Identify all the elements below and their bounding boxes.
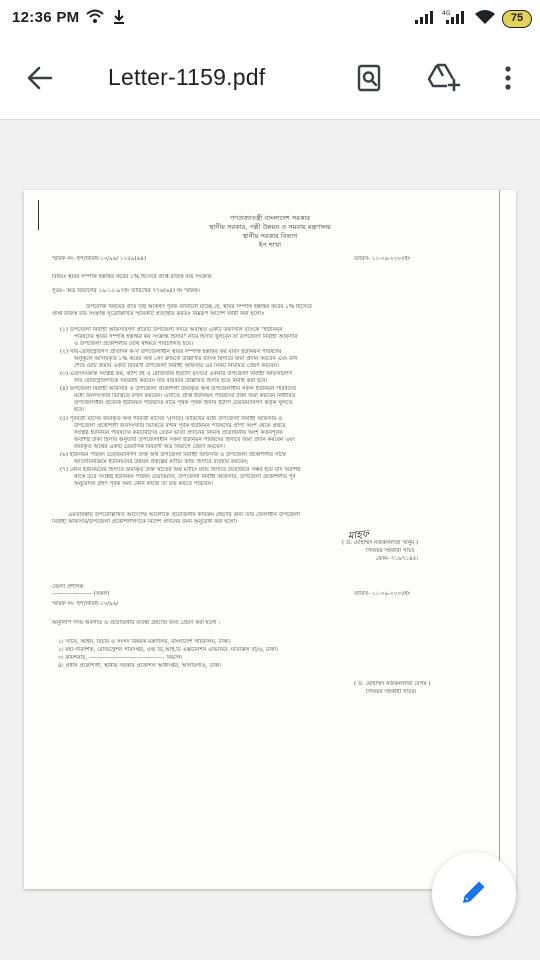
doc-header-line: ইপ শাখা	[258, 241, 282, 249]
signal-icon	[414, 9, 436, 29]
pdf-viewer[interactable]	[0, 121, 540, 960]
signatory-line: ( ড: মোহাম্মদ নজরুনলারা বেগম )	[354, 681, 431, 687]
pdf-page	[24, 190, 516, 889]
body-line: (৪) উপজেলা নির্বাহী অফিসার ও উপজেলা প্রকৌশলী জমাকৃত অর্থ উপজেলাধীন সকল ইউনিয়ন পরিষদের	[60, 386, 297, 392]
copy-list-item: ৩। কমিশনার, ---------------------------------------- বিভাগ।	[58, 655, 183, 661]
battery-icon: 75	[502, 10, 532, 28]
body-line: সাব রেজিস্ট্রারগণকে সরবরাহ করবেন যার ব্যয়ভার উল্লিখিত হিসাব হতে নির্বাহ করা হবে।	[74, 378, 268, 384]
signature: মাহফ	[347, 528, 370, 543]
find-in-page-icon	[357, 64, 383, 96]
subject: বিষয়ঃ স্থাবর সম্পত্তি হস্তান্তর করের ১% হিসেবে প্রাপ্ত রাজস্ব ব্যয় সংক্রান্ত	[52, 274, 212, 280]
app-bar	[0, 38, 540, 120]
arrow-back-icon	[27, 65, 53, 95]
svg-text:4G: 4G	[442, 10, 451, 17]
body-line: (৩) এতদসংক্রান্ত সংশ্লিষ্ট ফর্ম, ক্যাশ বই ও রেজিস্টার ইত্যাদি বৎসরে একবার উপজেলা নির্বাহী অফিসারগণ	[60, 371, 293, 377]
add-to-drive-icon	[427, 62, 461, 96]
body-line: (১) উপজেলা নির্বাহী অফিসারগণ প্রতিটি উপজেলা সদরে অবস্থিত একটি তফসিলি ব্যাংকে "ইউনিয়ন	[60, 327, 283, 333]
body-line: পরিষদের স্থাবর সম্পত্তি হস্তান্তর কর সংক্রান্ত হিসাব" নামে হিসাব খুলবেন যা উপজেলা নির্বাহী অফিসার	[74, 334, 298, 340]
closing-line: এমতাবস্থায় উপরোল্লিখিত আদেশের আলোকে প্রয়োজনীয় কার্যক্রম গ্রহণের জন্য তার জেলাধীন উপজেলা	[68, 512, 301, 518]
memo-date: তারিখ- ১১-০৯-২০০৫ইং	[354, 256, 411, 262]
signatory-line: ফোন- ৭১৬৭১৪৫।	[376, 556, 419, 562]
body-line: (৭) কোন ইউনিয়নের হিসাবে জমাকৃত উক্ত খাতের অর্থ ম্যাচিং ফান্ড হিসাবে প্রয়োজনে সম্ভব হয়ে যদি অবশিষ্ট	[60, 467, 301, 473]
doc-header-line: স্থানীয় সরকার বিভাগ	[242, 232, 298, 240]
signatory-line: ( ড: মোহাম্মদ নজরুনলারা খানুম )	[342, 540, 419, 546]
body-line: (৫) পূর্ববর্তী মাসের জমাকৃত অর্থ পরবর্তী মাসের ৭(সাত) তারিখের মধ্যে উপজেলা নির্বাহী অফিসার ও	[60, 416, 283, 422]
closing-line: নির্বাহী অফিসার/উপজেলা প্রকৌশলীগণকে নির্দেশ প্রদানের জন্য অনুরোধ করা হলো।	[52, 519, 238, 525]
body-line: আলোচনাক্রমে ইউনিয়নের উন্নয়ন প্রকল্পের ম্যাচিং ফান্ড হিসাবে ব্যবহার করবেন;	[74, 459, 249, 465]
body-line: অনুমোদন গ্রহণ পূর্বক অন্য কোন কাজে তা ব্যয় করতে পারবেন।	[74, 481, 213, 487]
body-line: ও উপজেলা প্রকৌশলীর যৌথ স্বাক্ষরে পরিচালিত হবে।	[74, 341, 194, 347]
download-icon	[112, 9, 126, 29]
copy-list-item: ১। সচিব, আইন, বিচার ও সংসদ বিষয়ক মন্ত্রণালয়, বাংলাদেশ সচিবালয়, ঢাকা।	[58, 639, 231, 645]
doc-header-line: গণপ্রজাতন্ত্রী বাংলাদেশ সরকার	[229, 214, 311, 222]
signatory-line: সিনিয়র সহকারী সচিব	[366, 548, 415, 554]
body-line: জমাকৃত অর্থের একটি ত্রৈমাসিক বিবরণী অত্র বিভাগে প্রেরণ করবেন।	[74, 444, 225, 450]
body-line: হবে।	[74, 407, 85, 413]
recipient-line: জেলা প্রশাসক	[52, 584, 84, 590]
status-time: 12:36 PM	[12, 9, 80, 26]
add-to-drive-button[interactable]	[424, 60, 464, 98]
body-line: (২) সাব-রেজিস্ট্রারগণ প্রতিদিন ক-খ উপজেলাধীন স্থাবর সম্পত্তি হস্তান্তর কর বাবদ ইউনিয়ন পরিষদের	[60, 349, 282, 355]
signal-4g-icon	[442, 9, 468, 29]
body-line: শেষে মোট জমার একটি বিবরণী উপজেলা নির্বাহী অফিসার এর নিকট নিয়মিত প্রেরণ করবেন।	[74, 363, 280, 369]
wifi-icon	[474, 9, 496, 29]
body-line: প্রাপ্ত রাজস্ব ব্যয় সংক্রান্ত সূত্রোল্লিখিত স্মারকটি প্রত্যাহার করতঃ নিম্নরূপ আদেশ জারী করা হলোঃ	[52, 311, 265, 317]
copy-list-item: ২। মহা-পরিদর্শক, রেজিস্ট্রেশন পরিদপ্তর, ওল্ড ডি,আই,টি এক্সটেনশন এভিনিউ, মতিঝিল বা/এ, ঢাকা।	[58, 647, 279, 653]
body-line: (৬) ইউনিয়ন পরিষদ চেয়ারম্যানগণ উক্ত অর্থ উপজেলা নির্বাহী অফিসার ও উপজেলা প্রকৌশলীর সাথে	[60, 452, 286, 458]
memo-date: তারিখ- ১১-০৯-২০০৫ইং	[354, 591, 411, 597]
copy-intro: অনুলিপি সদয় অবগতি ও প্রয়োজনীয় ব্যবস্থা গ্রহণের জন্য প্রেরণ করা হলো :	[52, 620, 221, 626]
copy-list-item: ৪। প্রধান প্রকৌশলী, স্থানীয় সরকার প্রকৌশল অধিদপ্তর, আগারগাঁও, ঢাকা।	[58, 663, 222, 669]
body-line: অবশিষ্ট টাকা হিসাব অনুযায়ী উপজেলাধীন সকল ইউনিয়ন পরিষদের হিসাবে জমা প্রদান করবেন এবং	[74, 437, 295, 443]
edit-button[interactable]	[432, 852, 516, 936]
scan-edge	[499, 190, 500, 889]
body-line: উপজেলা প্রকৌশলী জনসংখ্যার ভিত্তিতে বণ্টন পূর্বক ইউনিয়ন পরিষদের প্রাপ্য অংশ থেকে প্রথমে	[74, 423, 286, 429]
body-line: অনুকূলে আদায়কৃত ১% করের অর্থ ১নং ক্রমিকে উল্লিখিত ব্যাংক হিসাবে জমা প্রদান করবেন এবং মাস	[74, 356, 298, 362]
body-line: থাকে তবে সংশ্লিষ্ট ইউনিয়ন পরিষদ চেয়ারম্যান, উপজেলা নির্বাহী অফিসার, উপজেলা প্রকৌশলীর পূর্ব	[74, 474, 296, 480]
body-line: মধ্যে জনসংখ্যার ভিত্তিতে বণ্টন করবেন। এখাতে প্রাপ্ত ইউনিয়ন পরিষদের টাকা জমা করবেন নির্ধারিত	[74, 393, 296, 399]
more-options-button[interactable]	[494, 62, 522, 98]
find-in-page-button[interactable]	[352, 62, 388, 98]
back-button[interactable]	[22, 62, 58, 98]
wifi-icon	[86, 9, 104, 29]
more-vert-icon	[504, 65, 512, 95]
signatory-line: সিনিয়র সহকারী সচিব।	[366, 689, 417, 695]
body-line: সংশ্লিষ্ট ইউনিয়ন পরিষদের কর্মচারীদের বেতন ভাতা প্রদানের নিমিত্ত প্রয়োজনীয় অংশ কর্তনপূর্বক	[74, 430, 283, 436]
doc-header-line: স্থানীয় সরকার, পল্লী উন্নয়ন ও সমবায় মন্ত্রণালয়	[209, 223, 331, 231]
edit-pencil-icon	[459, 877, 489, 911]
memo-number: স্মারক নং- ইপ/বিবিধ-১৩/৯৬/	[52, 601, 119, 607]
body-line: উপরোক্ত বিষয়ের প্রতি দৃষ্টি আকর্ষণ পূর্বক জানানো যাচ্ছে যে, স্থাবর সম্পত্তি হস্তান্তর করের ১% হিসেবে	[86, 304, 312, 310]
reference: সূত্রঃ- অত্র বিভাগের ১৯-১১-৯৭ইং তারিখের ৭৭৬(৬৪) নং স্মারক।	[52, 288, 200, 294]
status-bar	[0, 0, 540, 38]
recipient-line: --------------------- (সকল)	[52, 591, 110, 597]
body-line: উপজেলাধীন প্রত্যেক ইউনিয়ন পরিষদের নামে পৃথক পৃথক হিসাব ইউপি চেয়ারম্যানগণ কর্তৃক খুলতে	[74, 400, 293, 406]
memo-number: স্মারক নং- ইপ/বিবিধ-১৩/৯৬/ ১১৫৯(৬৪)	[52, 256, 147, 262]
document-title: Letter-1159.pdf	[108, 64, 266, 90]
